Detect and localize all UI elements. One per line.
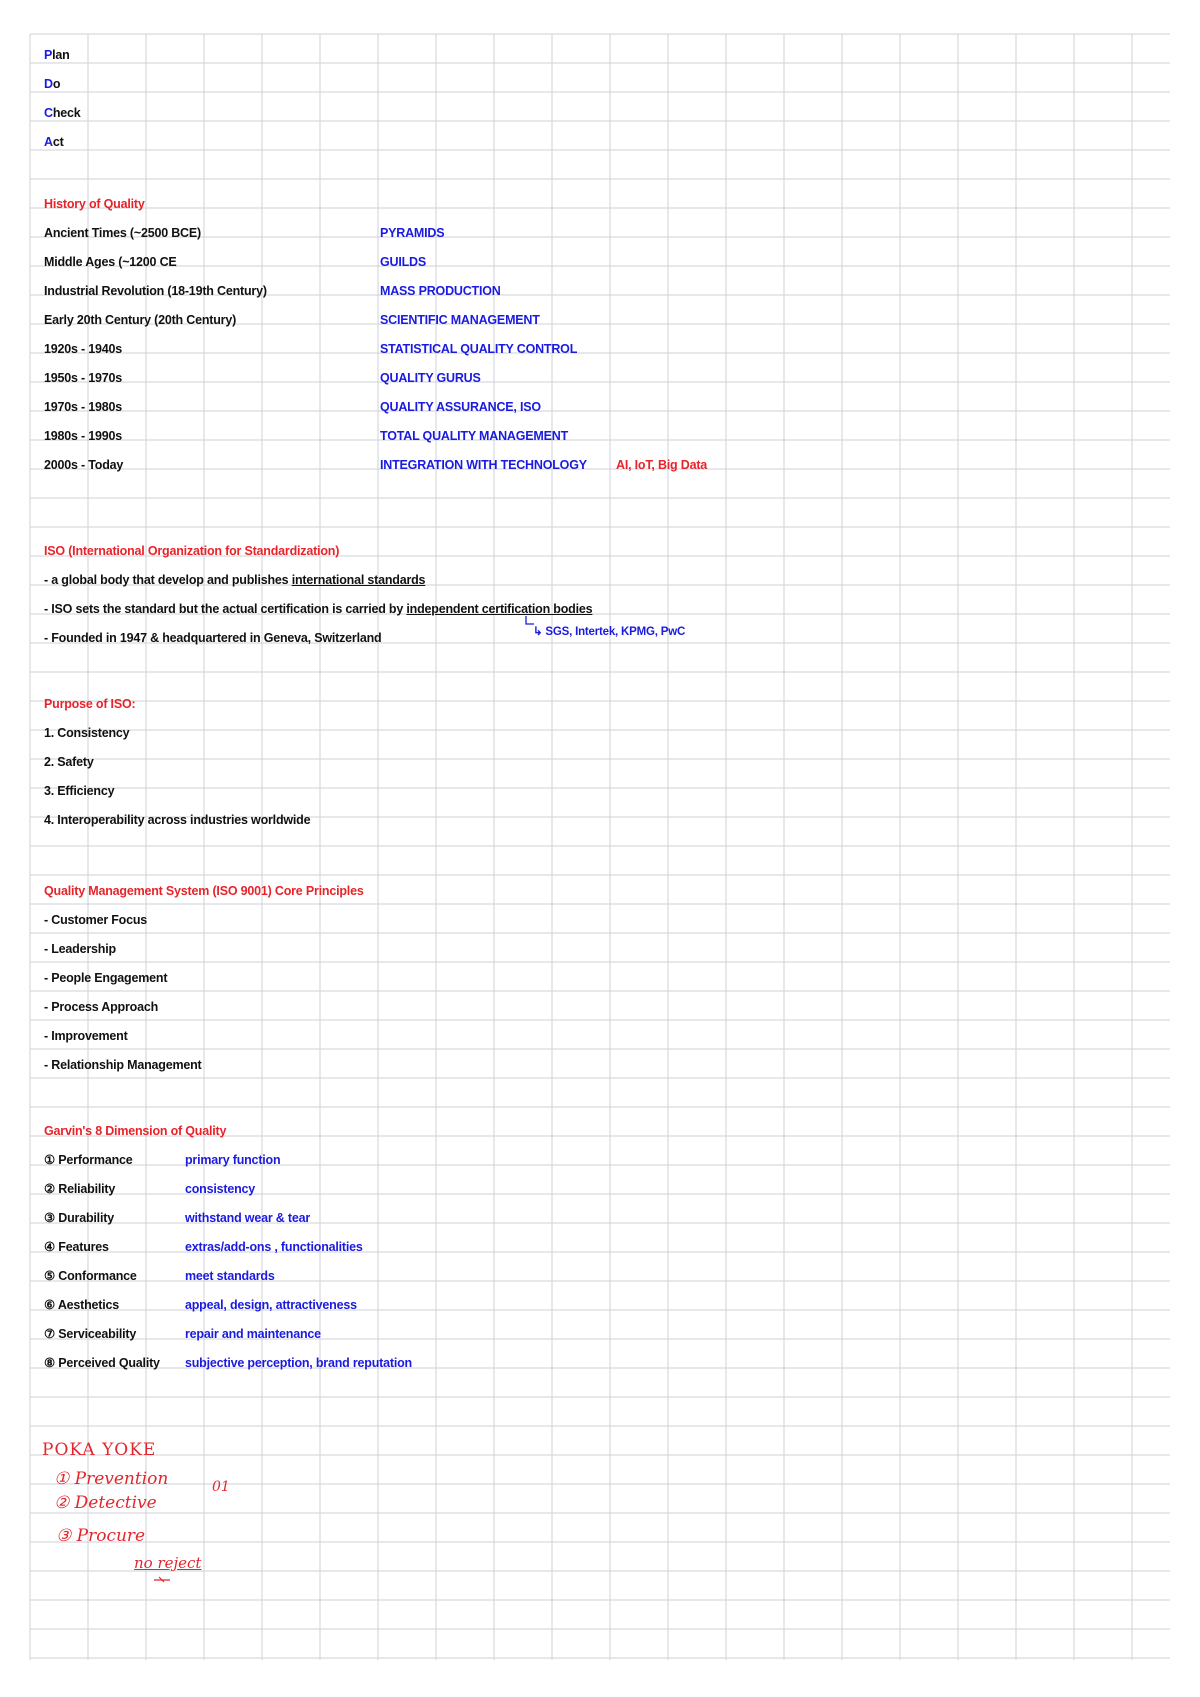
principle-item: - Process Approach <box>44 1000 159 1014</box>
dimension-desc: extras/add-ons , functionalities <box>185 1240 363 1254</box>
dimension-desc: meet standards <box>185 1269 275 1283</box>
pdca-plan: Plan <box>44 48 70 62</box>
dimension-desc: subjective perception, brand reputation <box>185 1356 412 1370</box>
pdca-do: Do <box>44 77 61 91</box>
qms-heading: Quality Management System (ISO 9001) Core Principles <box>44 884 364 898</box>
history-heading: History of Quality <box>44 197 145 211</box>
principle-item: - Leadership <box>44 942 116 956</box>
purpose-heading: Purpose of ISO: <box>44 697 136 711</box>
poka-yoke-title: POKA YOKE <box>42 1440 157 1460</box>
purpose-item: 2. Safety <box>44 755 94 769</box>
history-desc: TOTAL QUALITY MANAGEMENT <box>380 429 569 443</box>
history-desc: MASS PRODUCTION <box>380 284 501 298</box>
curved-arrow-icon <box>520 614 540 634</box>
certification-bodies-note: ↳ SGS, Intertek, KPMG, PwC <box>533 626 686 638</box>
principle-item: - Improvement <box>44 1029 128 1043</box>
history-era: 1980s - 1990s <box>44 429 123 443</box>
dimension-name: ① Performance <box>44 1153 133 1167</box>
history-era: 1950s - 1970s <box>44 371 123 385</box>
dimension-name: ⑥ Aesthetics <box>44 1298 120 1312</box>
dimension-desc: consistency <box>185 1182 256 1196</box>
history-desc: SCIENTIFIC MANAGEMENT <box>380 313 540 327</box>
poka-yoke-item: ② Detective <box>54 1493 157 1513</box>
history-desc: QUALITY ASSURANCE, ISO <box>380 400 541 414</box>
iso-heading: ISO (International Organization for Standardization) <box>44 544 340 558</box>
purpose-item: 3. Efficiency <box>44 784 115 798</box>
scribble-note: no reject <box>134 1554 202 1572</box>
dimension-name: ⑦ Serviceability <box>44 1327 137 1341</box>
history-era: 2000s - Today <box>44 458 124 472</box>
poka-yoke-item: ③ Procure <box>56 1526 146 1546</box>
scribble-underline-mark <box>150 1574 190 1584</box>
poka-yoke-item: ① Prevention <box>54 1469 169 1489</box>
purpose-item: 1. Consistency <box>44 726 130 740</box>
iso-line-2: - ISO sets the standard but the actual certification is carried by independent certification bodies <box>44 602 593 616</box>
history-desc: STATISTICAL QUALITY CONTROL <box>380 342 578 356</box>
history-era: 1970s - 1980s <box>44 400 123 414</box>
history-desc: PYRAMIDS <box>380 226 445 240</box>
history-era: 1920s - 1940s <box>44 342 123 356</box>
history-era: Middle Ages (~1200 CE <box>44 255 177 269</box>
dimension-name: ③ Durability <box>44 1211 114 1225</box>
dimension-desc: primary function <box>185 1153 281 1167</box>
history-era: Early 20th Century (20th Century) <box>44 313 237 327</box>
pdca-check: Check <box>44 106 81 120</box>
dimension-desc: repair and maintenance <box>185 1327 321 1341</box>
principle-item: - Relationship Management <box>44 1058 202 1072</box>
history-desc: QUALITY GURUS <box>380 371 481 385</box>
garvin-heading: Garvin's 8 Dimension of Quality <box>44 1124 227 1138</box>
history-desc: INTEGRATION WITH TECHNOLOGY <box>380 458 587 472</box>
dimension-desc: withstand wear & tear <box>185 1211 310 1225</box>
dimension-desc: appeal, design, attractiveness <box>185 1298 357 1312</box>
side-mark: 01 <box>212 1479 230 1495</box>
dimension-name: ⑤ Conformance <box>44 1269 137 1283</box>
principle-item: - People Engagement <box>44 971 168 985</box>
principle-item: - Customer Focus <box>44 913 148 927</box>
dimension-name: ④ Features <box>44 1240 109 1254</box>
iso-line-1: - a global body that develop and publishes international standards <box>44 573 426 587</box>
pdca-act: Act <box>44 135 64 149</box>
dimension-name: ② Reliability <box>44 1182 116 1196</box>
dimension-name: ⑧ Perceived Quality <box>44 1356 160 1370</box>
technology-note: AI, IoT, Big Data <box>616 458 708 472</box>
purpose-item: 4. Interoperability across industries worldwide <box>44 813 311 827</box>
history-desc: GUILDS <box>380 255 427 269</box>
history-era: Ancient Times (~2500 BCE) <box>44 226 201 240</box>
history-era: Industrial Revolution (18-19th Century) <box>44 284 267 298</box>
iso-line-3: - Founded in 1947 & headquartered in Geneva, Switzerland <box>44 631 382 645</box>
